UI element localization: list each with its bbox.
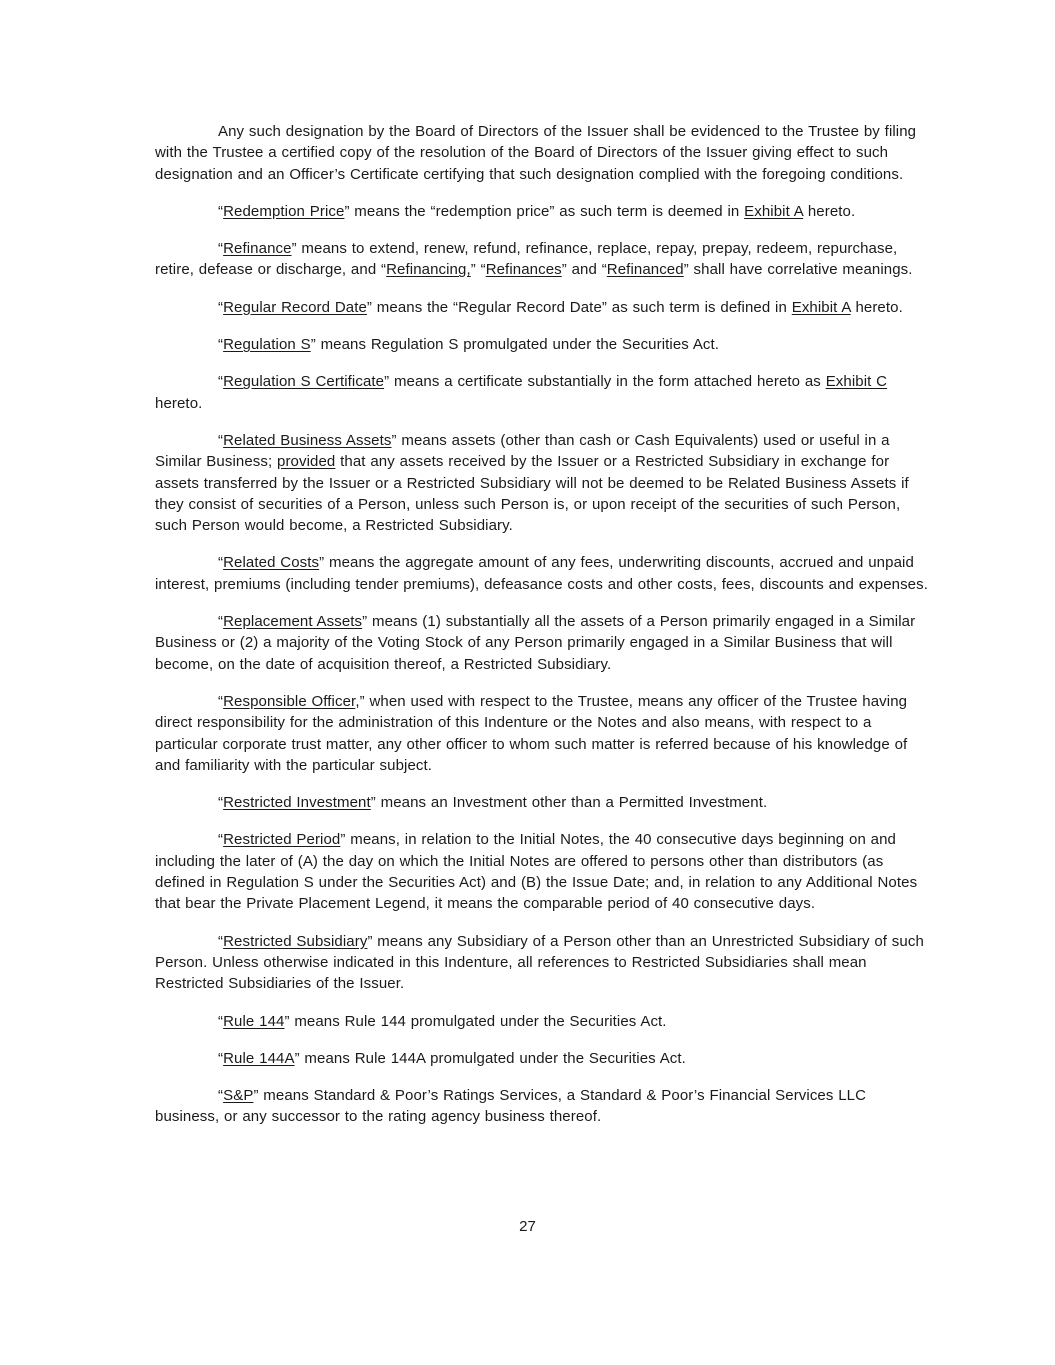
- paragraph: [155, 121, 933, 185]
- text-run: “: [218, 202, 224, 220]
- defined-term: Refinance: [223, 240, 292, 258]
- paragraph: [155, 297, 933, 318]
- text-run: ” shall have correlative meanings.: [683, 261, 913, 279]
- defined-term: Exhibit A: [744, 202, 804, 220]
- text-run: ” means, in relation to the Initial Notes, the 40 consecutive days beginning on and including the later of (A) the day on which the Initial Notes are offered to persons other than distributors (as defined in Regulation S under the Securities Act) and (B) the Issue Date; and, in relation to any Additional Notes that bear the Private Placement Legend, it means the comparable period of 40 consecutive days.: [155, 831, 918, 913]
- defined-term: S&P: [223, 1087, 254, 1105]
- text-run: “: [218, 692, 224, 710]
- defined-term: Rule 144: [223, 1012, 285, 1030]
- text-run: Any such designation by the Board of Directors of the Issuer shall be evidenced to the Trustee by filing with the Trustee a certified copy of the resolution of the Board of Directors of the Issuer giving effect to such designation and an Officer’s Certificate certifying that such designation complied with the foregoing conditions.: [155, 123, 917, 183]
- page-number: 27: [519, 1218, 536, 1235]
- text-run: ” means Regulation S promulgated under the Securities Act.: [310, 336, 720, 354]
- paragraph: [155, 201, 933, 222]
- defined-term: Restricted Investment: [223, 794, 371, 812]
- defined-term: Related Costs: [223, 554, 320, 572]
- defined-term: Exhibit C: [825, 373, 888, 391]
- text-run: “: [218, 1087, 224, 1105]
- defined-term: Refinanced: [606, 261, 684, 279]
- paragraph: [155, 611, 933, 675]
- text-run: hereto.: [155, 394, 203, 412]
- defined-term: Redemption Price: [223, 202, 345, 220]
- text-run: ” means to extend, renew, refund, refinance, replace, repay, prepay, redeem, repurchase, retire, defease or discharge, and “: [155, 240, 898, 279]
- text-run: “: [218, 1049, 224, 1067]
- paragraph: [155, 430, 933, 536]
- paragraph: [155, 691, 933, 776]
- defined-term: Restricted Period: [223, 831, 341, 849]
- text-run: ” means Rule 144 promulgated under the Securities Act.: [284, 1012, 667, 1030]
- paragraph: [155, 1011, 933, 1032]
- text-run: “: [218, 240, 224, 258]
- paragraph: [155, 931, 933, 995]
- paragraph: [155, 1085, 933, 1128]
- paragraph: [155, 238, 933, 281]
- text-run: hereto.: [803, 202, 856, 220]
- text-run: ” “: [470, 261, 486, 279]
- text-run: ” means the “Regular Record Date” as such term is defined in: [366, 298, 792, 316]
- text-run: “: [218, 431, 224, 449]
- text-run: ,” when used with respect to the Trustee, means any officer of the Trustee having direct responsibility for the administration of this Indenture or the Notes and also means, with respect to a particular corporate trust matter, any other officer to whom such matter is referred because of his knowledge of and familiarity with the particular subject.: [155, 692, 908, 774]
- paragraph: [155, 371, 933, 414]
- text-run: ” means the “redemption price” as such term is deemed in: [344, 202, 745, 220]
- text-run: that any assets received by the Issuer or a Restricted Subsidiary in exchange for assets transferred by the Issuer or a Restricted Subsidiary will not be deemed to be Related Business Assets if they consist of securities of a Person, unless such Person is, or upon receipt of the securities of such Person, such Person would become, a Restricted Subsidiary.: [155, 453, 909, 535]
- defined-term: Regular Record Date: [223, 298, 367, 316]
- defined-term: Related Business Assets: [223, 431, 392, 449]
- defined-term: provided: [277, 453, 336, 471]
- text-run: “: [218, 831, 224, 849]
- text-run: ” means Standard & Poor’s Ratings Services, a Standard & Poor’s Financial Services LLC business, or any successor to the rating agency business thereof.: [155, 1087, 867, 1126]
- text-run: ” means a certificate substantially in the form attached hereto as: [384, 373, 826, 391]
- paragraph: [155, 334, 933, 355]
- text-run: “: [218, 932, 224, 950]
- text-run: “: [218, 373, 224, 391]
- defined-term: Refinances: [485, 261, 562, 279]
- text-run: ” means assets (other than cash or Cash Equivalents) used or useful in a Similar Business;: [155, 431, 890, 471]
- defined-term: Exhibit A: [791, 298, 851, 316]
- text-run: ” means any Subsidiary of a Person other than an Unrestricted Subsidiary of such Person. Unless otherwise indicated in this Indenture, all references to Restricted Subsidiaries shall mean Restricted Subsidiaries of the Issuer.: [155, 932, 924, 993]
- text-run: ” means the aggregate amount of any fees, underwriting discounts, accrued and unpaid interest, premiums (including tender premiums), defeasance costs and other costs, fees, discounts and expenses.: [155, 554, 928, 593]
- defined-term: Regulation S: [223, 336, 311, 354]
- defined-term: Replacement Assets: [223, 613, 363, 631]
- text-run: “: [218, 794, 224, 812]
- text-run: “: [218, 554, 224, 572]
- defined-term: Responsible Officer: [223, 692, 356, 710]
- text-run: ” means (1) substantially all the assets of a Person primarily engaged in a Similar Business or (2) a majority of the Voting Stock of any Person primarily engaged in a Similar Business that will become, on the date of acquisition thereof, a Restricted Subsidiary.: [155, 613, 916, 673]
- defined-term: Rule 144A: [223, 1049, 295, 1067]
- text-run: ” means Rule 144A promulgated under the Securities Act.: [294, 1049, 686, 1067]
- text-run: hereto.: [850, 298, 903, 316]
- paragraph: [155, 829, 933, 914]
- text-run: “: [218, 298, 224, 316]
- text-run: ” and “: [561, 261, 607, 279]
- document-body: [155, 121, 933, 1144]
- paragraph: [155, 1048, 933, 1069]
- defined-term: Regulation S Certificate: [223, 373, 385, 391]
- text-run: “: [218, 1012, 224, 1030]
- paragraph: [155, 552, 933, 595]
- defined-term: Restricted Subsidiary: [223, 932, 368, 950]
- defined-term: Refinancing,: [386, 261, 471, 279]
- text-run: “: [218, 613, 224, 631]
- text-run: “: [218, 336, 224, 354]
- paragraph: [155, 792, 933, 813]
- text-run: ” means an Investment other than a Permitted Investment.: [370, 794, 768, 812]
